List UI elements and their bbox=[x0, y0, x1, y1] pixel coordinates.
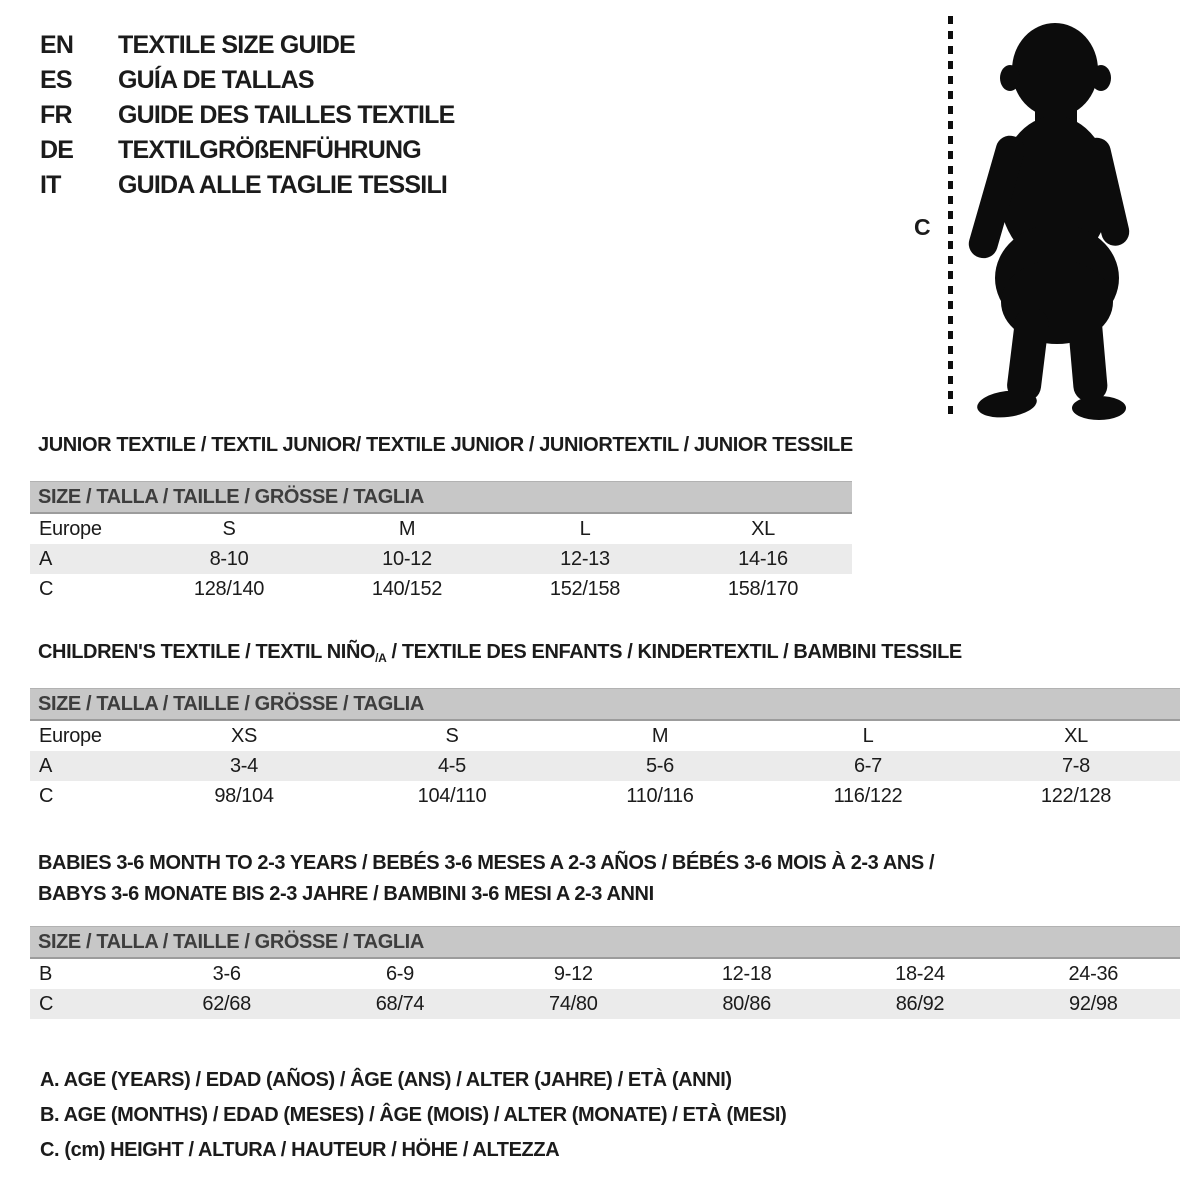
lang-label: TEXTILGRÖßENFÜHRUNG bbox=[118, 136, 421, 164]
age-cell: 7-8 bbox=[1061, 755, 1090, 777]
height-cell: 98/104 bbox=[214, 785, 274, 807]
row-label: B bbox=[39, 963, 53, 985]
children-title-text: / TEXTILE DES ENFANTS / KINDERTEXTIL / BAMBINI TESSILE bbox=[386, 641, 962, 663]
age-cell: 14-16 bbox=[738, 548, 788, 570]
lang-code: DE bbox=[40, 136, 74, 164]
row-label: A bbox=[39, 548, 53, 570]
age-cell: 6-7 bbox=[853, 755, 882, 777]
legend-line-c: C. (cm) HEIGHT / ALTURA / HAUTEUR / HÖHE / ALTEZZA bbox=[40, 1139, 560, 1161]
height-cell: 158/170 bbox=[727, 578, 799, 600]
row-label: C bbox=[39, 993, 54, 1015]
toddler-silhouette-icon bbox=[955, 14, 1145, 422]
height-cell: 110/116 bbox=[626, 785, 694, 807]
lang-code: IT bbox=[40, 171, 61, 199]
measure-c-label: C bbox=[914, 214, 931, 240]
table-row-age bbox=[30, 544, 852, 574]
table-row-height bbox=[30, 989, 1180, 1019]
size-cell: M bbox=[398, 518, 416, 540]
row-label: A bbox=[39, 755, 53, 777]
height-cell: 86/92 bbox=[895, 993, 945, 1015]
table-row-age bbox=[30, 751, 1180, 781]
size-cell: M bbox=[651, 725, 669, 747]
age-cell: 18-24 bbox=[895, 963, 945, 985]
table-header-bar: SIZE / TALLA / TAILLE / GRÖSSE / TAGLIA bbox=[30, 688, 1180, 721]
age-cell: 6-9 bbox=[385, 963, 414, 985]
babies-size-table bbox=[30, 926, 1180, 1019]
size-cell: XS bbox=[230, 725, 258, 747]
lang-label: TEXTILE SIZE GUIDE bbox=[118, 31, 356, 59]
measure-legend bbox=[40, 1063, 786, 1168]
age-cell: 8-10 bbox=[209, 548, 249, 570]
row-label: C bbox=[39, 578, 54, 600]
height-cell: 80/86 bbox=[722, 993, 771, 1015]
table-row-europe bbox=[30, 514, 852, 544]
lang-label: GUIDA ALLE TAGLIE TESSILI bbox=[118, 171, 448, 199]
table-row-europe bbox=[30, 721, 1180, 751]
height-cell: 152/158 bbox=[549, 578, 621, 600]
lang-row-fr bbox=[40, 98, 455, 133]
size-cell: S bbox=[222, 518, 236, 540]
size-cell: XL bbox=[1064, 725, 1088, 747]
junior-size-table bbox=[30, 481, 852, 604]
height-cell: 104/110 bbox=[417, 785, 487, 807]
size-cell: XL bbox=[751, 518, 775, 540]
age-cell: 9-12 bbox=[553, 963, 593, 985]
height-cell: 122/128 bbox=[1040, 785, 1112, 807]
age-cell: 3-4 bbox=[229, 755, 258, 777]
age-cell: 4-5 bbox=[437, 755, 466, 777]
table-row-height bbox=[30, 781, 1180, 811]
junior-section-title: JUNIOR TEXTILE / TEXTIL JUNIOR/ TEXTILE JUNIOR / JUNIORTEXTIL / JUNIOR TESSILE bbox=[38, 434, 853, 456]
height-cell: 68/74 bbox=[375, 993, 425, 1015]
age-cell: 10-12 bbox=[382, 548, 432, 570]
babies-title-line2: BABYS 3-6 MONATE BIS 2-3 JAHRE / BAMBINI 3-6 MESI A 2-3 ANNI bbox=[38, 883, 654, 905]
lang-label: GUÍA DE TALLAS bbox=[118, 66, 314, 94]
legend-line-a: A. AGE (YEARS) / EDAD (AÑOS) / ÂGE (ANS) / ALTER (JAHRE) / ETÀ (ANNI) bbox=[40, 1069, 732, 1091]
babies-section-title bbox=[38, 848, 934, 910]
lang-row-de bbox=[40, 133, 455, 168]
lang-row-en bbox=[40, 28, 455, 63]
lang-code: FR bbox=[40, 101, 72, 129]
size-cell: L bbox=[862, 725, 874, 747]
row-label: Europe bbox=[39, 725, 102, 747]
height-cell: 140/152 bbox=[371, 578, 443, 600]
age-cell: 12-18 bbox=[721, 963, 772, 985]
size-cell: L bbox=[579, 518, 591, 540]
age-cell: 5-6 bbox=[645, 755, 674, 777]
table-row-height bbox=[30, 574, 852, 604]
height-dashed-line bbox=[948, 16, 953, 420]
language-title-list bbox=[40, 28, 455, 203]
height-cell: 62/68 bbox=[202, 993, 251, 1015]
babies-title-line1: BABIES 3-6 MONTH TO 2-3 YEARS / BEBÉS 3-6 MESES A 2-3 AÑOS / BÉBÉS 3-6 MOIS À 2-3 ANS / bbox=[38, 852, 935, 874]
legend-line-b: B. AGE (MONTHS) / EDAD (MESES) / ÂGE (MOIS) / ALTER (MONATE) / ETÀ (MESI) bbox=[40, 1104, 787, 1126]
height-cell: 74/80 bbox=[549, 993, 598, 1015]
lang-row-it bbox=[40, 168, 455, 203]
height-cell: 116/122 bbox=[833, 785, 903, 807]
age-cell: 24-36 bbox=[1068, 963, 1119, 985]
children-title-text: CHILDREN'S TEXTILE / TEXTIL NIÑO bbox=[38, 641, 376, 663]
lang-label: GUIDE DES TAILLES TEXTILE bbox=[118, 101, 455, 129]
lang-code: EN bbox=[40, 31, 74, 59]
row-label: Europe bbox=[39, 518, 102, 540]
row-label: C bbox=[39, 785, 54, 807]
size-cell: S bbox=[445, 725, 459, 747]
children-size-table bbox=[30, 688, 1180, 811]
lang-code: ES bbox=[40, 66, 72, 94]
children-section-title bbox=[38, 641, 962, 665]
table-header-bar: SIZE / TALLA / TAILLE / GRÖSSE / TAGLIA bbox=[30, 926, 1180, 959]
height-cell: 128/140 bbox=[193, 578, 265, 600]
height-measure-figure bbox=[900, 14, 1160, 424]
children-title-subscript: /A bbox=[375, 651, 387, 665]
age-cell: 12-13 bbox=[560, 548, 610, 570]
age-cell: 3-6 bbox=[212, 963, 241, 985]
lang-row-es bbox=[40, 63, 455, 98]
height-cell: 92/98 bbox=[1069, 993, 1118, 1015]
table-header-bar: SIZE / TALLA / TAILLE / GRÖSSE / TAGLIA bbox=[30, 481, 852, 514]
table-row-age-months bbox=[30, 959, 1180, 989]
